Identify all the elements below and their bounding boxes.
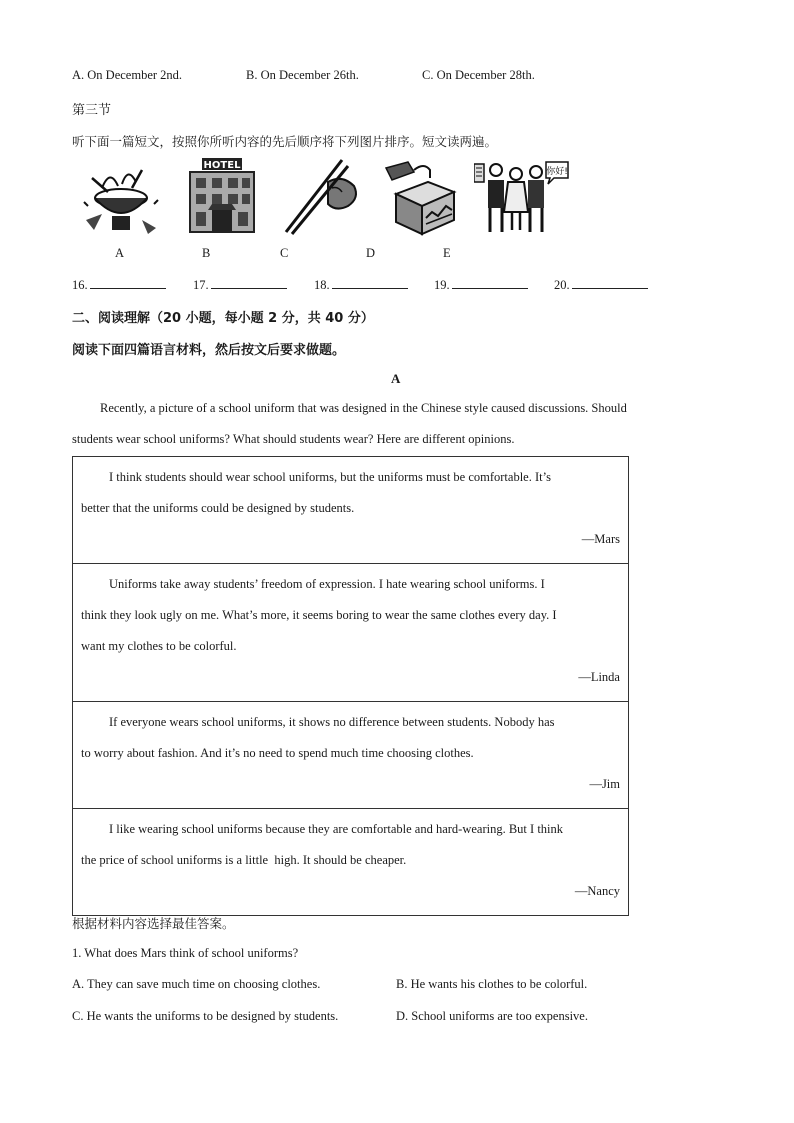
opinion-author: —Mars — [581, 532, 620, 546]
picture-label-e: E — [443, 246, 451, 260]
answer-blank-19[interactable] — [434, 276, 528, 293]
blank-number: 18. — [314, 278, 330, 292]
intro-line-1: Recently, a picture of a school uniform that was designed in the Chinese style caused discussions. Should — [100, 401, 627, 415]
opinion-line: want my clothes to be colorful. — [81, 639, 237, 653]
answer-blank-20[interactable] — [554, 276, 648, 293]
option-a: A. On December 2nd. — [72, 68, 183, 82]
chopsticks-icon — [282, 158, 362, 236]
blank-number: 17. — [193, 278, 209, 292]
opinion-linda — [73, 564, 628, 702]
passage-intro — [72, 393, 692, 455]
part2-instruction: 阅读下面四篇语言材料，然后按文后要求做题。 — [72, 343, 346, 358]
opinion-line: the price of school uniforms is a little high. It should be cheaper. — [81, 853, 407, 867]
opinion-jim — [73, 702, 628, 809]
q1-option-c[interactable]: C. He wants the uniforms to be designed by students. — [72, 1009, 339, 1023]
part2-title: 二、阅读理解（20 小题，每小题 2 分，共 40 分） — [72, 311, 374, 326]
opinion-line: I like wearing school uniforms because they are comfortable and hard-wearing. But I think — [109, 822, 564, 836]
picture-row — [82, 158, 582, 238]
blank-number: 16. — [72, 278, 88, 292]
passage-label: A — [391, 371, 401, 386]
answer-blank-17[interactable] — [193, 276, 287, 293]
section3-instruction: 听下面一篇短文，按照你所听内容的先后顺序将下列图片排序。短文读两遍。 — [72, 134, 498, 149]
opinion-line: Uniforms take away students’ freedom of expression. I hate wearing school uniforms. I — [109, 577, 545, 591]
answer-blank-16[interactable] — [72, 276, 166, 293]
opinions-table — [72, 456, 629, 916]
q1-option-b[interactable]: B. He wants his clothes to be colorful. — [396, 977, 588, 991]
people-greeting-icon — [474, 158, 570, 236]
picture-label-b: B — [202, 246, 211, 260]
answer-blank-18[interactable] — [314, 276, 408, 293]
question-1: 1. What does Mars think of school uniforms? — [72, 946, 299, 960]
speech-bubble-text: 你好! — [546, 167, 568, 177]
hotel-sign-text: HOTEL — [203, 160, 241, 171]
opinion-nancy — [73, 809, 628, 915]
opinion-line: better that the uniforms could be designed by students. — [81, 501, 355, 515]
opinion-author: —Jim — [589, 777, 620, 791]
opinion-author: —Linda — [578, 670, 620, 684]
blank-number: 19. — [434, 278, 450, 292]
q1-option-a[interactable]: A. They can save much time on choosing clothes. — [72, 977, 321, 991]
opinion-mars — [73, 457, 628, 564]
opinion-line: I think students should wear school uniforms, but the uniforms must be comfortable. It’s — [109, 470, 551, 484]
blank-number: 20. — [554, 278, 570, 292]
option-c: C. On December 28th. — [422, 68, 535, 82]
picture-label-c: C — [280, 246, 289, 260]
q1-option-d[interactable]: D. School uniforms are too expensive. — [396, 1009, 588, 1023]
opinion-line: think they look ugly on me. What’s more, it seems boring to wear the same clothes every day. I — [81, 608, 557, 622]
cooking-wok-icon — [82, 158, 160, 236]
opinion-author: —Nancy — [574, 884, 620, 898]
picture-label-d: D — [366, 246, 376, 260]
great-wall-icon — [380, 158, 460, 236]
intro-line-2: students wear school uniforms? What should students wear? Here are different opinions. — [72, 432, 515, 446]
questions-instruction: 根据材料内容选择最佳答案。 — [72, 916, 235, 931]
hotel-building-icon — [184, 158, 260, 236]
opinion-line: to worry about fashion. And it’s no need to spend much time choosing clothes. — [81, 746, 474, 760]
section3-title: 第三节 — [72, 103, 112, 118]
picture-label-a: A — [115, 246, 125, 260]
opinion-line: If everyone wears school uniforms, it shows no difference between students. Nobody has — [109, 715, 555, 729]
option-b: B. On December 26th. — [246, 68, 359, 82]
